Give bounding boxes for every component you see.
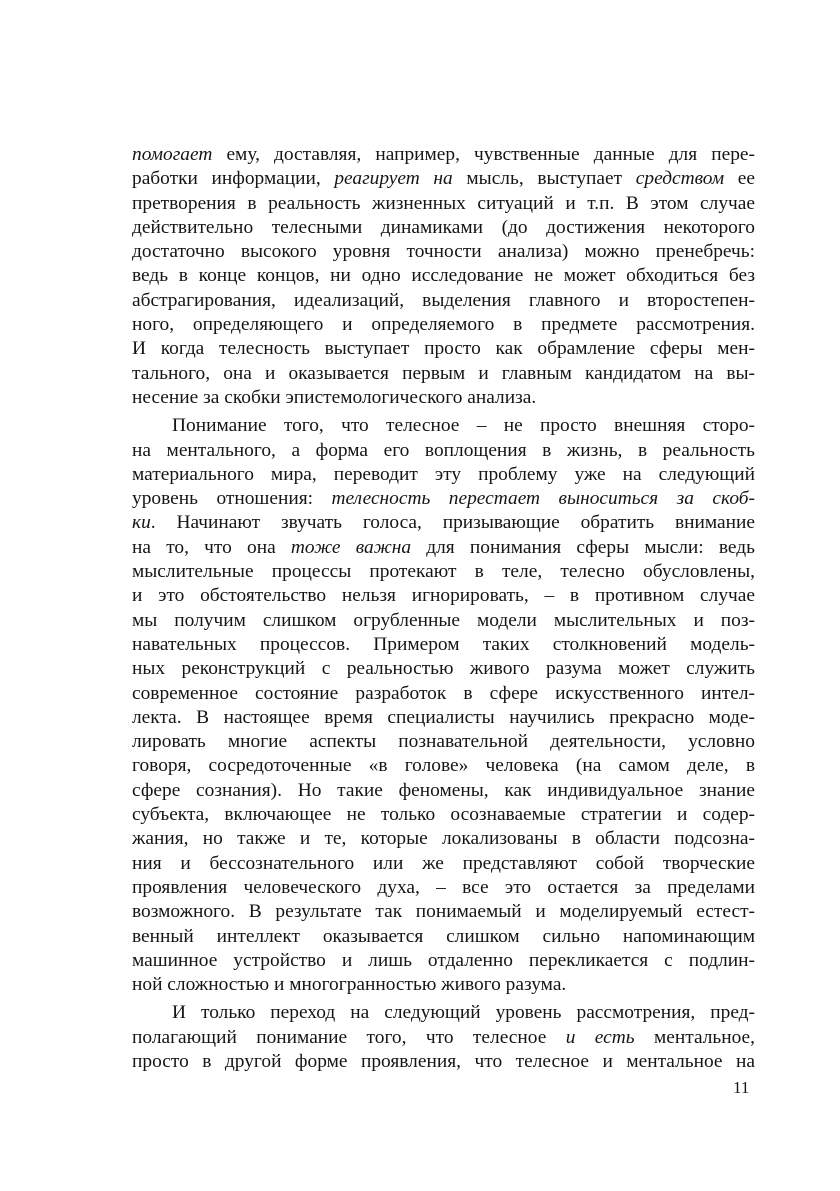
page-body <box>132 143 755 1074</box>
text-line <box>132 216 755 240</box>
text-span: говоря, сосредоточенные «в голове» человека (на самом деле, в <box>132 755 755 777</box>
text-line <box>132 167 755 191</box>
text-span: венный интеллект оказывается слишком сильно напоминающим <box>132 925 755 947</box>
text-span: сфере сознания). Но такие феномены, как индивидуальное знание <box>132 779 755 801</box>
text-span: Понимание того, что телесное – не просто внешняя сторо- <box>172 415 755 437</box>
text-span: возможного. В результате так понимаемый и моделируемый естест- <box>132 901 755 923</box>
text-line <box>132 730 755 754</box>
text-span: ного, определяющего и определяемого в предмете рассмотрения. <box>132 314 755 336</box>
text-span: тального, она и оказывается первым и главным кандидатом на вы- <box>132 362 755 384</box>
text-span: ной сложностью и многогранностью живого разума. <box>132 974 567 996</box>
text-line <box>132 949 755 973</box>
italic-span: реагирует на <box>334 168 453 190</box>
text-span: работки информации, <box>132 168 335 190</box>
text-span: мы получим слишком огрубленные модели мыслительных и поз- <box>132 609 755 631</box>
text-span: для понимания сферы мысли: ведь <box>411 536 755 558</box>
paragraph <box>132 143 755 410</box>
text-span: мысль, выступает <box>452 168 636 190</box>
text-span: субъекта, включающее не только осознаваемые стратегии и содер- <box>132 804 755 826</box>
text-span: жания, но также и те, которые локализованы в области подсозна- <box>132 828 755 850</box>
text-line <box>132 1026 755 1050</box>
text-line <box>132 925 755 949</box>
text-line <box>132 560 755 584</box>
text-span: достаточно высокого уровня точности анализа) можно пренебречь: <box>132 241 755 263</box>
italic-span: тоже важна <box>290 536 412 558</box>
text-span: ее <box>724 168 755 190</box>
text-line <box>132 487 755 511</box>
text-line <box>132 682 755 706</box>
text-line <box>132 511 755 535</box>
text-span: полагающий понимание того, что телесное <box>132 1026 566 1048</box>
text-span: современное состояние разработок в сфере искусственного интел- <box>132 682 755 704</box>
text-line <box>132 240 755 264</box>
text-span: претворения в реальность жизненных ситуаций и т.п. В этом случае <box>132 192 755 214</box>
italic-span: помогает <box>132 144 213 165</box>
italic-span: и есть <box>565 1026 635 1048</box>
text-span: ведь в конце концов, ни одно исследование не может обходиться без <box>132 265 755 287</box>
text-span: И когда телесность выступает просто как обрамление сферы мен- <box>132 338 755 360</box>
text-line <box>132 852 755 876</box>
italic-span: телесность перестает выноситься за скоб- <box>331 488 755 510</box>
text-line <box>132 192 755 216</box>
text-span: несение за скобки эпистемологического анализа. <box>132 386 537 408</box>
text-line <box>132 463 755 487</box>
text-span: на то, что она <box>132 536 291 558</box>
text-span: машинное устройство и лишь отдаленно перекликается с подлин- <box>132 949 755 971</box>
text-span: . Начинают звучать голоса, призывающие обратить внимание <box>150 512 755 534</box>
paragraph <box>132 414 755 997</box>
text-line <box>132 803 755 827</box>
text-span: И только переход на следующий уровень рассмотрения, пред- <box>172 1002 755 1024</box>
text-line <box>132 584 755 608</box>
italic-span: средством <box>635 168 725 190</box>
text-span: навательных процессов. Примером таких столкновений модель- <box>132 633 755 655</box>
text-span: просто в другой форме проявления, что телесное и ментальное на <box>132 1050 755 1072</box>
text-span: и это обстоятельство нельзя игнорировать, – в противном случае <box>132 585 755 607</box>
text-span: ных реконструкций с реальностью живого разума может служить <box>132 658 755 680</box>
text-line <box>132 754 755 778</box>
text-span: ему, доставляя, например, чувственные данные для пере- <box>212 144 755 165</box>
text-line <box>132 973 755 997</box>
text-line <box>132 313 755 337</box>
text-line <box>132 827 755 851</box>
text-span: материального мира, переводит эту проблему уже на следующий <box>132 463 755 485</box>
paragraph <box>132 1001 755 1074</box>
text-line <box>132 633 755 657</box>
text-line <box>132 900 755 924</box>
page-number: 11 <box>733 1078 750 1097</box>
text-line <box>132 362 755 386</box>
text-span: лекта. В настоящее время специалисты научились прекрасно моде- <box>132 706 755 728</box>
text-line <box>132 536 755 560</box>
text-span: ния и бессознательного или же представляют собой творческие <box>132 852 755 874</box>
text-line <box>132 337 755 361</box>
text-line <box>132 386 755 410</box>
text-span: лировать многие аспекты познавательной деятельности, условно <box>132 731 755 753</box>
text-line <box>132 609 755 633</box>
text-line <box>132 779 755 803</box>
text-line <box>132 439 755 463</box>
text-span: проявления человеческого духа, – все это остается за пределами <box>132 876 755 898</box>
text-line <box>132 1050 755 1074</box>
text-line <box>132 264 755 288</box>
text-line <box>132 289 755 313</box>
text-line <box>132 876 755 900</box>
text-span: ментальное, <box>634 1026 755 1048</box>
text-line <box>132 1001 755 1025</box>
text-line <box>132 706 755 730</box>
text-span: на ментального, а форма его воплощения в жизнь, в реальность <box>132 439 755 461</box>
text-line <box>132 414 755 438</box>
text-span: действительно телесными динамиками (до достижения некоторого <box>132 216 755 238</box>
italic-span: ки <box>132 512 151 534</box>
text-span: мыслительные процессы протекают в теле, телесно обусловлены, <box>132 561 755 583</box>
text-line <box>132 657 755 681</box>
text-line <box>132 143 755 167</box>
text-span: абстрагирования, идеализаций, выделения главного и второстепен- <box>132 289 755 311</box>
text-span: уровень отношения: <box>132 488 332 510</box>
